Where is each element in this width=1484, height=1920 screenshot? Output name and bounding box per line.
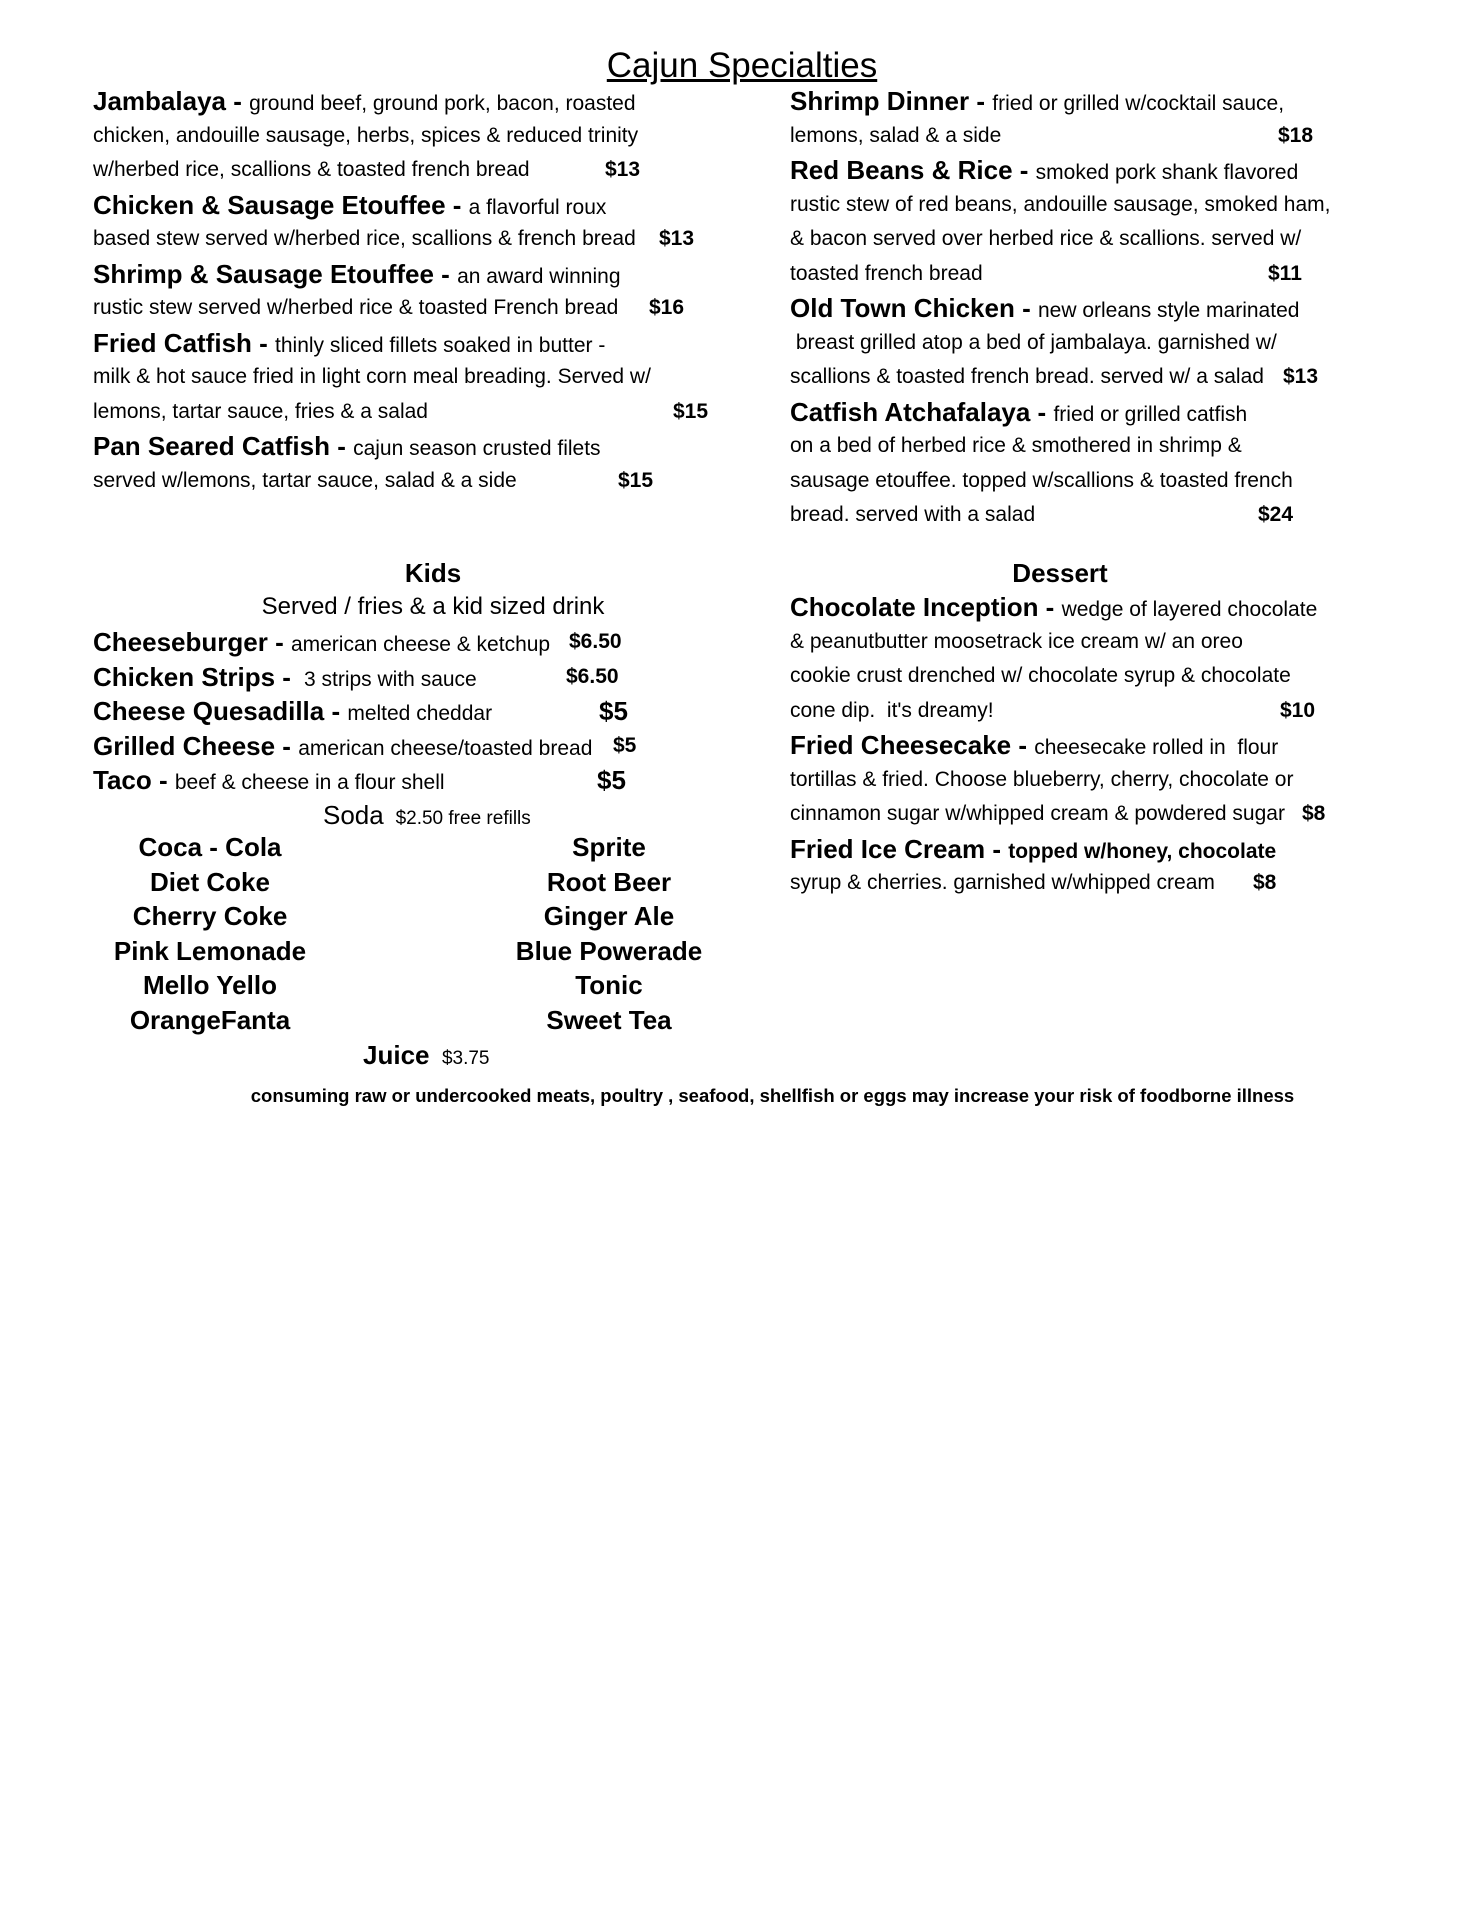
dessert-item-fried-cheesecake: [790, 728, 1390, 832]
item-desc: served w/lemons, tartar sauce, salad & a side: [93, 468, 517, 492]
item-price: $5: [599, 696, 628, 726]
item-price: $15: [618, 468, 654, 492]
item-desc: 3 strips with sauce: [298, 667, 477, 691]
item-desc: fried or grilled w/cocktail sauce,: [992, 92, 1285, 115]
kids-subtitle: Served / fries & a kid sized drink: [261, 593, 605, 620]
item-desc: lemons, salad & a side: [790, 123, 1002, 147]
item-desc: rustic stew served w/herbed rice & toasted French bread: [93, 296, 619, 319]
item-desc: fried or grilled catfish: [1053, 402, 1248, 426]
juice-row: [363, 1040, 490, 1071]
soda-item: Diet Coke: [150, 866, 270, 897]
soda-item: Pink Lemonade: [113, 935, 307, 966]
item-desc: milk & hot sauce fried in light corn meal breading. Served w/: [93, 365, 651, 388]
dessert-item-fried-ice-cream: [790, 832, 1390, 901]
item-price: $8: [1253, 871, 1277, 894]
item-price: $10: [1280, 698, 1316, 722]
soda-item: Cherry Coke: [132, 901, 288, 931]
item-price: $13: [659, 227, 695, 250]
item-desc: american cheese/toasted bread: [298, 736, 593, 760]
page-title: Cajun Specialties: [606, 46, 878, 85]
item-name: Taco -: [93, 765, 175, 795]
soda-price: $2.50 free refills: [395, 808, 531, 829]
item-desc: beef & cheese in a flour shell: [174, 771, 445, 794]
item-price: $24: [1258, 503, 1294, 526]
item-desc: breast grilled atop a bed of jambalaya. garnished w/: [790, 330, 1277, 354]
soda-item: Sprite: [572, 832, 646, 862]
item-desc: american cheese & ketchup: [290, 633, 551, 656]
item-name: Chocolate Inception -: [790, 592, 1062, 622]
soda-label: Soda: [323, 800, 384, 830]
item-desc: ground beef, ground pork, bacon, roasted: [249, 92, 636, 115]
soda-item: Blue Powerade: [515, 935, 703, 966]
soda-heading: [323, 798, 531, 837]
item-name: Grilled Cheese -: [93, 730, 299, 761]
item-desc: melted cheddar: [347, 702, 493, 725]
soda-item: Root Beer: [546, 866, 672, 897]
item-desc: smoked pork shank flavored: [1035, 161, 1299, 184]
kids-items: [93, 625, 793, 798]
kids-item-grilled-cheese: [93, 729, 793, 764]
item-desc: new orleans style marinated: [1037, 299, 1300, 322]
kids-item-chicken-strips: [93, 660, 793, 695]
dessert-item-chocolate-inception: [790, 590, 1390, 728]
dessert-items: [790, 590, 1390, 901]
item-desc: cajun season crusted filets: [353, 437, 601, 460]
menu-item-fried-catfish: [93, 326, 733, 430]
item-desc: cinnamon sugar w/whipped cream & powdered sugar: [790, 802, 1285, 825]
item-desc: an award winning: [457, 264, 621, 288]
item-desc: & bacon served over herbed rice & scallions. served w/: [790, 227, 1302, 250]
kids-item-cheeseburger: [93, 625, 793, 660]
item-desc: scallions & toasted french bread. served w/ a salad: [790, 365, 1264, 388]
item-desc: based stew served w/herbed rice, scallions & french bread: [93, 227, 636, 250]
juice-label: Juice: [363, 1040, 430, 1070]
menu-item-jambalaya: [93, 84, 733, 188]
item-name: Catfish Atchafalaya -: [790, 396, 1054, 427]
item-desc: wedge of layered chocolate: [1061, 598, 1318, 621]
item-price: $6.50: [566, 664, 619, 688]
item-desc: cheesecake rolled in flour: [1034, 736, 1279, 759]
item-desc: on a bed of herbed rice & smothered in shrimp &: [790, 434, 1242, 457]
item-desc: w/herbed rice, scallions & toasted french bread: [93, 158, 530, 181]
menu-item-old-town-chicken: [790, 291, 1390, 395]
item-desc: cone dip. it's dreamy!: [790, 698, 994, 722]
item-name: Shrimp & Sausage Etouffee -: [93, 258, 458, 289]
item-desc: syrup & cherries. garnished w/whipped cream: [790, 871, 1215, 894]
menu-item-shrimp-dinner: [790, 84, 1390, 153]
item-name: Chicken & Sausage Etouffee -: [93, 189, 469, 220]
item-price: $18: [1278, 123, 1314, 147]
item-name: Old Town Chicken -: [790, 293, 1038, 323]
specialties-right-column: [790, 84, 1390, 533]
item-name: Chicken Strips -: [93, 661, 299, 692]
soda-item: Sweet Tea: [546, 1004, 672, 1035]
kids-heading: Kids: [404, 558, 462, 588]
item-price: $13: [605, 158, 641, 181]
item-desc: a flavorful roux: [468, 195, 607, 219]
item-desc: bread. served with a salad: [790, 503, 1036, 526]
soda-item: Tonic: [575, 970, 643, 1000]
item-name: Fried Ice Cream -: [790, 833, 1009, 864]
specialties-left-column: [93, 84, 733, 498]
item-desc: thinly sliced fillets soaked in butter -: [275, 333, 606, 357]
item-name: Cheese Quesadilla -: [93, 696, 348, 726]
item-price: $16: [649, 296, 685, 319]
item-name: Fried Catfish -: [93, 327, 276, 358]
item-name: Red Beans & Rice -: [790, 155, 1036, 185]
item-price: $11: [1268, 261, 1302, 285]
kids-item-taco: [93, 763, 793, 798]
item-name: Jambalaya -: [93, 86, 250, 116]
dessert-heading: Dessert: [1012, 558, 1108, 588]
menu-item-red-beans-rice: [790, 153, 1390, 291]
item-desc: cookie crust drenched w/ chocolate syrup & chocolate: [790, 664, 1291, 687]
item-desc: chicken, andouille sausage, herbs, spices & reduced trinity: [93, 123, 639, 147]
menu-item-shrimp-sausage-etouffee: [93, 257, 733, 326]
item-price: $6.50: [569, 630, 622, 653]
kids-item-cheese-quesadilla: [93, 694, 793, 729]
item-desc: topped w/honey, chocolate: [1008, 839, 1277, 863]
soda-item: OrangeFanta: [129, 1004, 291, 1035]
item-price: $8: [1302, 802, 1326, 825]
soda-item: Coca - Cola: [138, 832, 282, 862]
menu-item-chicken-sausage-etouffee: [93, 188, 733, 257]
item-desc: lemons, tartar sauce, fries & a salad: [93, 399, 428, 423]
item-price: $15: [673, 399, 709, 423]
juice-price: $3.75: [441, 1048, 490, 1069]
item-price: $13: [1283, 365, 1319, 388]
item-name: Pan Seared Catfish -: [93, 431, 354, 461]
item-desc: sausage etouffee. topped w/scallions & toasted french: [790, 468, 1293, 492]
item-name: Cheeseburger -: [93, 627, 291, 657]
item-name: Fried Cheesecake -: [790, 730, 1035, 760]
menu-item-catfish-atchafalaya: [790, 395, 1390, 533]
menu-item-pan-seared-catfish: [93, 429, 733, 498]
item-desc: tortillas & fried. Choose blueberry, cherry, chocolate or: [790, 767, 1294, 791]
item-desc: toasted french bread: [790, 261, 983, 285]
item-price: $5: [597, 765, 626, 795]
item-price: $5: [613, 733, 637, 757]
item-desc: & peanutbutter moosetrack ice cream w/ an oreo: [790, 629, 1243, 653]
item-name: Shrimp Dinner -: [790, 86, 993, 116]
food-safety-notice: consuming raw or undercooked meats, poultry , seafood, shellfish or eggs may increase your risk of foodborne illness: [250, 1085, 1295, 1106]
item-desc: rustic stew of red beans, andouille sausage, smoked ham,: [790, 192, 1331, 216]
soda-item: Ginger Ale: [543, 901, 675, 931]
soda-item: Mello Yello: [143, 970, 277, 1000]
